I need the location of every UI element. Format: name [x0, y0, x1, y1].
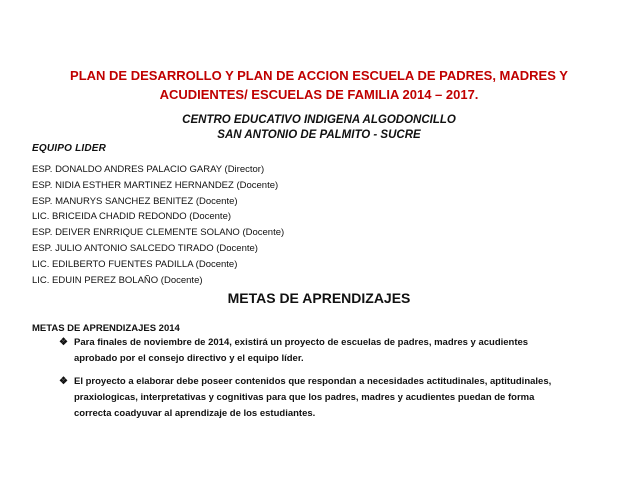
- team-member: LIC. EDILBERTO FUENTES PADILLA (Docente): [32, 258, 238, 270]
- meta-bullet-item: [59, 335, 594, 367]
- diamond-bullet-icon: ❖: [59, 376, 68, 387]
- bullet-line: El proyecto a elaborar debe poseer contenidos que respondan a necesidades actitudinales, aptitudinales,: [74, 376, 552, 387]
- team-member: ESP. NIDIA ESTHER MARTINEZ HERNANDEZ (Docente): [32, 179, 279, 191]
- bullet-line: aprobado por el consejo directivo y el equipo líder.: [74, 353, 304, 364]
- team-member: ESP. DEIVER ENRRIQUE CLEMENTE SOLANO (Docente): [32, 227, 285, 239]
- team-member-list: [32, 162, 284, 288]
- bullet-line: praxiologicas, interpretativas y cognitivas para que los padres, madres y acudientes puedan de forma: [74, 392, 535, 403]
- team-member: ESP. JULIO ANTONIO SALCEDO TIRADO (Docente): [32, 242, 258, 254]
- team-member: LIC. EDUIN PEREZ BOLAÑO (Docente): [32, 274, 203, 286]
- title-line-2: ACUDIENTES/ ESCUELAS DE FAMILIA 2014 – 2017.: [159, 87, 479, 102]
- metas-subheading: METAS DE APRENDIZAJES 2014: [32, 323, 180, 334]
- team-member: ESP. DONALDO ANDRES PALACIO GARAY (Director): [32, 164, 265, 175]
- team-member: LIC. BRICEIDA CHADID REDONDO (Docente): [32, 211, 232, 223]
- bullet-line: Para finales de noviembre de 2014, existirá un proyecto de escuelas de padres, madres y acudientes: [74, 337, 529, 348]
- team-member: ESP. MANURYS SANCHEZ BENITEZ (Docente): [32, 195, 238, 207]
- team-heading: EQUIPO LIDER: [32, 143, 107, 154]
- school-header: [0, 113, 638, 143]
- document-title: [40, 66, 598, 104]
- section-title: METAS DE APRENDIZAJES: [227, 290, 411, 306]
- title-line-1: PLAN DE DESARROLLO Y PLAN DE ACCION ESCUELA DE PADRES, MADRES Y: [70, 68, 568, 83]
- school-location: SAN ANTONIO DE PALMITO - SUCRE: [217, 129, 421, 141]
- diamond-bullet-icon: ❖: [59, 337, 68, 348]
- school-name: CENTRO EDUCATIVO INDIGENA ALGODONCILLO: [182, 114, 456, 126]
- meta-bullet-item: [59, 374, 594, 422]
- bullet-line: correcta coadyuvar al aprendizaje de los estudiantes.: [74, 408, 316, 419]
